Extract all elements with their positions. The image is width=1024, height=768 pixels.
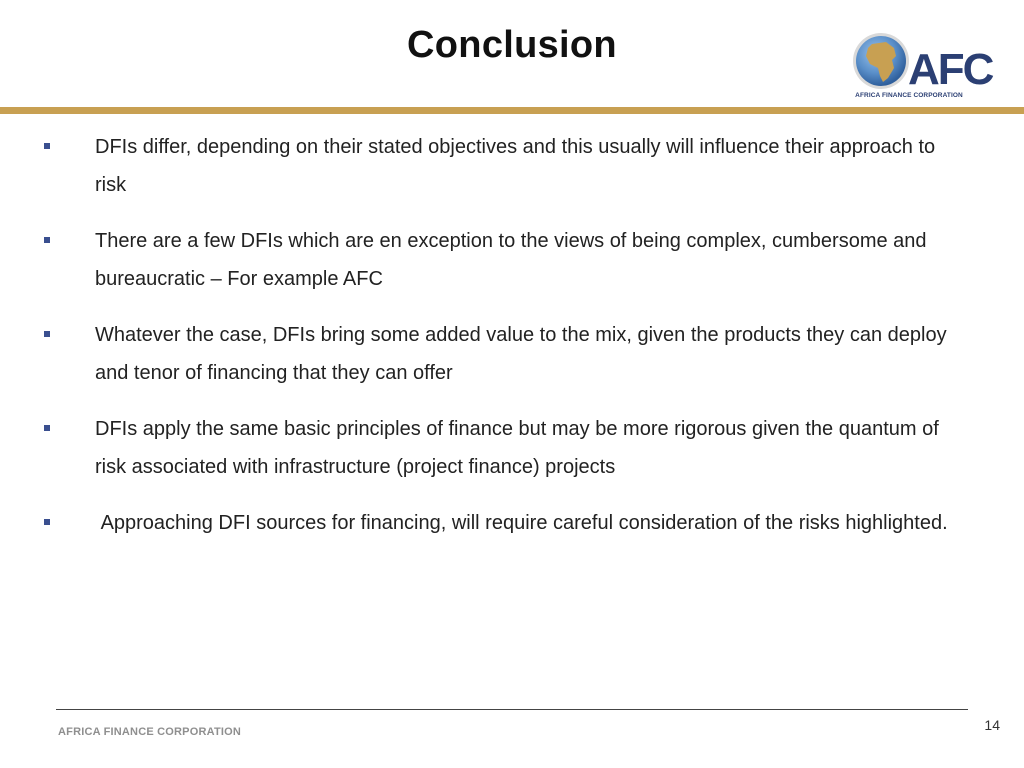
bullet-list — [0, 128, 1024, 560]
logo-caption: AFRICA FINANCE CORPORATION — [855, 92, 963, 99]
header-accent-bar — [0, 107, 1024, 114]
bullet-item — [0, 222, 1024, 298]
square-bullet-icon — [44, 331, 50, 337]
slide-title: Conclusion — [407, 24, 617, 66]
footer-organization: AFRICA FINANCE CORPORATION — [58, 726, 242, 738]
bullet-item — [0, 316, 1024, 392]
bullet-item — [0, 504, 1024, 542]
bullet-text: There are a few DFIs which are en exception to the views of being complex, cumbersome and bureaucratic – For example AFC — [95, 230, 927, 290]
footer-divider — [56, 709, 968, 710]
afc-logo — [850, 30, 993, 102]
square-bullet-icon — [44, 519, 50, 525]
square-bullet-icon — [44, 143, 50, 149]
bullet-text: DFIs differ, depending on their stated objectives and this usually will influence their approach to risk — [95, 136, 936, 196]
logo-wordmark: AFC — [908, 45, 993, 94]
bullet-text: Whatever the case, DFIs bring some added value to the mix, given the products they can deploy and tenor of financing that they can offer — [95, 324, 947, 384]
square-bullet-icon — [44, 237, 50, 243]
bullet-text: DFIs apply the same basic principles of finance but may be more rigorous given the quantum of risk associated with infrastructure (project finance) projects — [95, 418, 939, 478]
bullet-item — [0, 128, 1024, 204]
square-bullet-icon — [44, 425, 50, 431]
bullet-text: Approaching DFI sources for financing, will require careful consideration of the risks highlighted. — [95, 512, 948, 534]
page-number: 14 — [984, 717, 1000, 733]
bullet-item — [0, 410, 1024, 486]
